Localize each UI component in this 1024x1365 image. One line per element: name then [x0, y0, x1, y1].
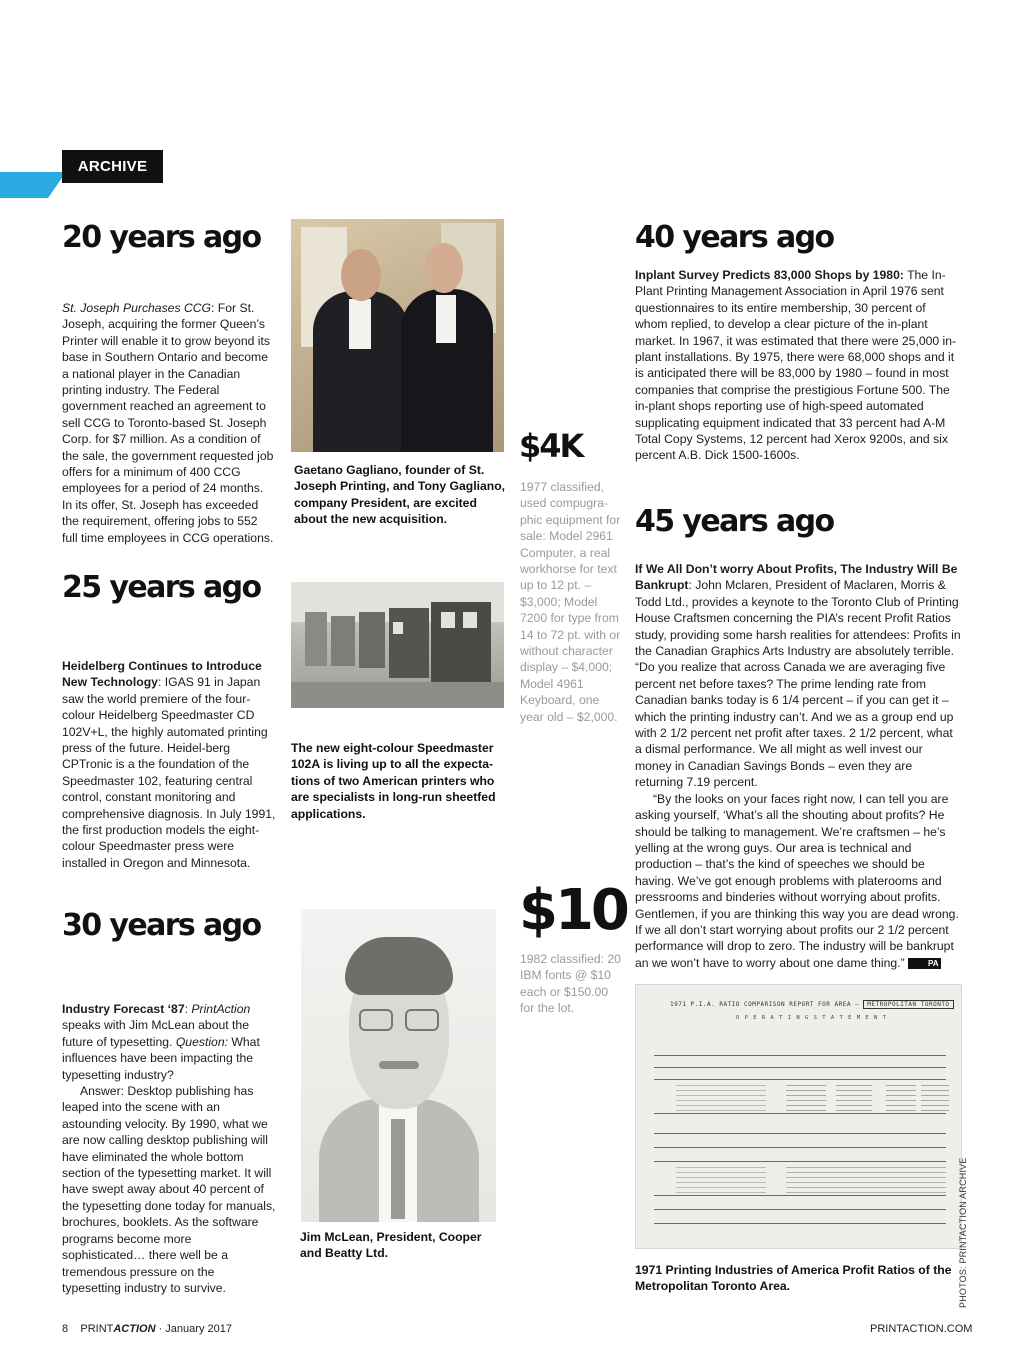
- question-text: What influences have been impacting the typesetting industry?: [62, 1034, 260, 1082]
- caption-photo-3: Jim McLean, President, Cooper and Beatty Ltd.: [300, 1230, 482, 1261]
- article-lead: Inplant Survey Predicts 83,000 Shops by 1980:: [635, 268, 904, 282]
- publication-name: PrintAction: [191, 1002, 251, 1016]
- article-40-years: [635, 267, 961, 464]
- heading-30-years: 30 years ago: [62, 908, 261, 943]
- article-lead: Heidelberg Continues to Introduce New Technology: [62, 659, 262, 690]
- footer-left: [62, 1323, 232, 1335]
- report-area: METROPOLITAN TORONTO: [863, 1000, 953, 1009]
- article-body: : John Mclaren, President of Maclaren, Morris & Todd Ltd., provides a keynote to the Toronto Club of Printing House Craftsmen concerning the PIA’s recent Profit Ratios study, providing some harsh realities for attendees: Profits in the Canadian Graphics Arts Industry are absolutely terrible. “Do you realize that across Canada we are averaging five percent net before taxes? The prime lending rate from Canadian banks today is 6 1/4 percent – if you can get it – which the printing industry can’t. And we as a group end up with 2 1/2 percent net profit after taxes. 2 1/2 percent, what a dismal performance. We all might as well invest our money in Canadian Savings Bonds – even they are returning 7.19 percent.: [635, 578, 961, 790]
- heading-25-years: 25 years ago: [62, 570, 261, 605]
- report-subtitle: O P E R A T I N G S T A T E M E N T: [736, 1015, 887, 1021]
- brand-action: ACTION: [113, 1323, 156, 1335]
- article-body: : IGAS 91 in Japan saw the world premiere of the four-colour Heidelberg Speedmaster CD 102V+L, the highly automated printing press of the future. Heidel-berg CPTronic is a the foundation of the Speedmaster 102, featuring central control, constant monitoring and comprehensive diagnosis. In July 1991, the first production models the eight-colour Speedmaster press were installed in Oregon and Minnesota.: [62, 675, 276, 870]
- article-20-years: [62, 300, 276, 546]
- photo-credit: PHOTOS: PRINTACTION ARCHIVE: [958, 1157, 968, 1308]
- quote-text: “By the looks on your faces right now, I can tell you are asking yourself, ‘What’s all the shouting about profits? He should be talking to management. We’re craftsmen – he’s yelling at the wrong guys. Our area is technical and production – that’s the kind of speeches we should be having. We’ve got enough problems with platerooms and pressrooms and binderies without worrying about profits. Gentlemen, if you are thinking this way you are dead wrong. If we all don’t start worrying about profits our 2 1/2 percent performance will drop to zero. The industry will be bankrupt an we won’t have to worry about one dame thing.”: [635, 791, 959, 970]
- classified-1977: 1977 classified, used compugra-phic equipment for sale: Model 2961 Computer, a real workhorse for text up to 12 pt. – $3,000; Model 7200 for type from 14 to 72 pt. with or without character display – $4,000; Model 4961 Keyboard, one year old – $2,000.: [520, 480, 621, 724]
- article-body: speaks with Jim McLean about the future of typesetting.: [62, 1018, 249, 1049]
- end-mark-icon: PA: [908, 958, 941, 969]
- article-lead: If We All Don’t worry About Profits, The Industry Will Be Bankrupt: [635, 562, 958, 593]
- article-colon: :: [184, 1002, 192, 1016]
- answer-text: Answer: Desktop publishing has leaped into the scene with an astounding velocity. By 1990, what we are now calling desktop publishing will have eliminated the whole bottom section of the typesetting market. It will have swept away about 40 percent of the typesetting done today for manuals, brochures, booklets. As the software programs become more sophisticated… there well be a tremendous pressure on the typesetting industry to survive.: [62, 1084, 276, 1295]
- footer-website: PRINTACTION.COM: [870, 1323, 973, 1335]
- photo-profit-ratio-report: [635, 984, 962, 1249]
- article-body: The In-Plant Printing Management Association in April 1976 sent questionnaires to its entire membership, 30 percent of whom replied, to develop a clear picture of the in-plant market. In 1967, it was estimated that there were 25,000 in-plant installations. By 1975, there were 68,000 shops and it is anticipated there will be 83,000 by 1980 – found in most companies that comprise the prestigious Fortune 500. The in-plant shops reporting use of high-speed automated supplicating equipment indicated that 33 percent had A-M Total Copy Systems, 12 percent had Xerox 9200s, and six percent A.B. Dick 1500-1600s.: [635, 268, 957, 463]
- article-body-continued: [635, 791, 962, 971]
- price-4k: $4K: [519, 427, 583, 465]
- article-lead: Industry Forecast ‘87: [62, 1002, 185, 1016]
- article-lead: St. Joseph Purchases CCG: [62, 301, 212, 315]
- section-tag: ARCHIVE: [62, 150, 163, 183]
- article-body: : For St. Joseph, acquiring the former Queen’s Printer will enable it to grow beyond its base in Southern Ontario and become a national player in the Canadian printing industry. The Federal government reached an agreement to sell CCG to Toronto-based St. Joseph Corp. for $7 million. As a condition of the sale, the government requested job offers for a minimum of 400 CCG employees for a period of 24 months. In its offer, St. Joseph has exceeded the requirement, offering jobs to 552 full time employees in CCG operations.: [62, 301, 274, 545]
- caption-photo-2: The new eight-colour Speedmaster 102A is living up to all the expecta-tions of two American printers who are specialists in long-run sheetfed applications.: [291, 741, 496, 821]
- brand-print: PRINT: [80, 1323, 114, 1335]
- heading-20-years: 20 years ago: [62, 220, 261, 255]
- heading-45-years: 45 years ago: [635, 504, 834, 539]
- report-title: [670, 1001, 954, 1008]
- photo-gagliano: [291, 219, 504, 452]
- photo-speedmaster-press: [291, 582, 504, 708]
- report-title-text: 1971 P.I.A. RATIO COMPARISON REPORT FOR AREA –: [670, 1001, 860, 1008]
- classified-1982: 1982 classified: 20 IBM fonts @ $10 each or $150.00 for the lot.: [520, 952, 621, 1016]
- article-25-years: [62, 658, 276, 871]
- article-45-years: [635, 561, 962, 971]
- question-label: Question:: [175, 1034, 228, 1049]
- page-number: 8: [62, 1323, 69, 1335]
- issue-date: · January 2017: [155, 1323, 232, 1335]
- heading-40-years: 40 years ago: [635, 220, 834, 255]
- photo-jim-mclean: [301, 909, 496, 1222]
- price-10: $10: [519, 878, 627, 943]
- article-30-years: [62, 1001, 276, 1296]
- caption-photo-1: Gaetano Gagliano, founder of St. Joseph Printing, and Tony Gagliano, company President, are excited about the new acquisition.: [294, 463, 506, 527]
- caption-photo-4: 1971 Printing Industries of America Profit Ratios of the Metropolitan Toronto Area.: [635, 1263, 952, 1294]
